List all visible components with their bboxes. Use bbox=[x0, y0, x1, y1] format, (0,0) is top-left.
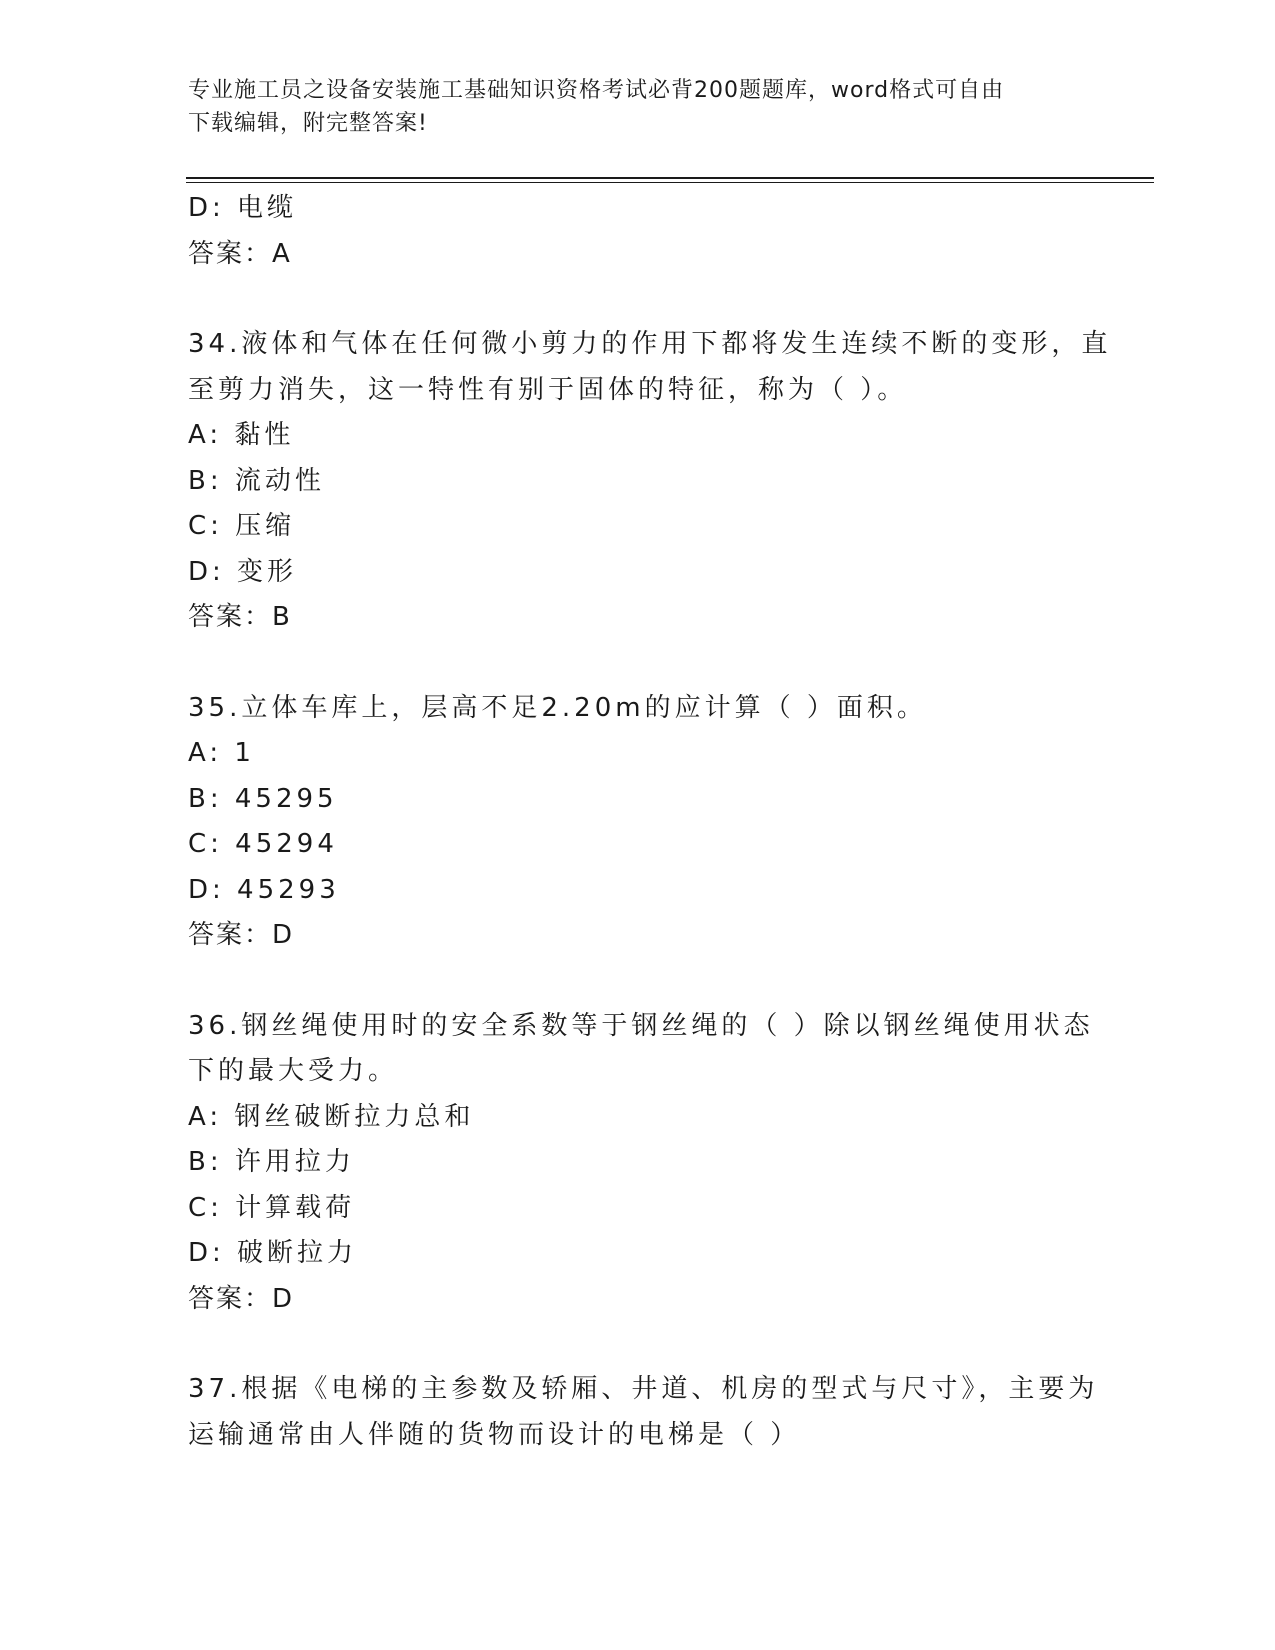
option-a: A: 钢丝破断拉力总和 bbox=[188, 1101, 475, 1132]
option-a: A: 黏性 bbox=[188, 420, 295, 450]
question-35 bbox=[188, 686, 1088, 959]
question-text-line: 运输通常由人伴随的货物而设计的电梯是（ ） bbox=[188, 1419, 801, 1450]
option-d: D: 破断拉力 bbox=[188, 1238, 358, 1268]
option-d: D: 电缆 bbox=[188, 193, 298, 223]
option-d: D: 45293 bbox=[188, 874, 340, 905]
option-c: C: 压缩 bbox=[188, 511, 296, 541]
document-body bbox=[188, 186, 1112, 1458]
answer: 答案：B bbox=[188, 602, 292, 632]
question-text-line: 至剪力消失，这一特性有别于固体的特征，称为（ ）。 bbox=[188, 374, 908, 405]
option-c: C: 计算载荷 bbox=[188, 1192, 356, 1223]
option-b: B: 45295 bbox=[188, 783, 338, 814]
question-text-line: 下的最大受力。 bbox=[188, 1056, 399, 1086]
answer: 答案：A bbox=[188, 238, 292, 269]
option-c: C: 45294 bbox=[188, 829, 338, 859]
answer: 答案：D bbox=[188, 1283, 295, 1314]
question-text-line: 34.液体和气体在任何微小剪力的作用下都将发生连续不断的变形，直 bbox=[188, 329, 1112, 359]
answer: 答案：D bbox=[188, 920, 295, 950]
document-header: 专业施工员之设备安装施工基础知识资格考试必背200题题库，word格式可自由 下载编辑，附完整答案! bbox=[188, 78, 1005, 136]
option-b: B: 流动性 bbox=[188, 465, 325, 496]
header-rule-thick bbox=[186, 177, 1154, 179]
question-34 bbox=[188, 322, 1112, 641]
question-text-line: 36.钢丝绳使用时的安全系数等于钢丝绳的（ ）除以钢丝绳使用状态 bbox=[188, 1010, 1094, 1041]
question-text-line: 35.立体车库上，层高不足2.20m的应计算（ ）面积。 bbox=[188, 692, 927, 723]
question-37 bbox=[188, 1367, 1099, 1458]
option-b: B: 许用拉力 bbox=[188, 1147, 355, 1177]
question-36 bbox=[188, 1004, 1094, 1323]
option-a: A: 1 bbox=[188, 738, 255, 768]
option-d: D: 变形 bbox=[188, 556, 298, 587]
question-text-line: 37.根据《电梯的主参数及轿厢、井道、机房的型式与尺寸》，主要为 bbox=[188, 1374, 1099, 1404]
header-rule-thin bbox=[186, 182, 1154, 183]
